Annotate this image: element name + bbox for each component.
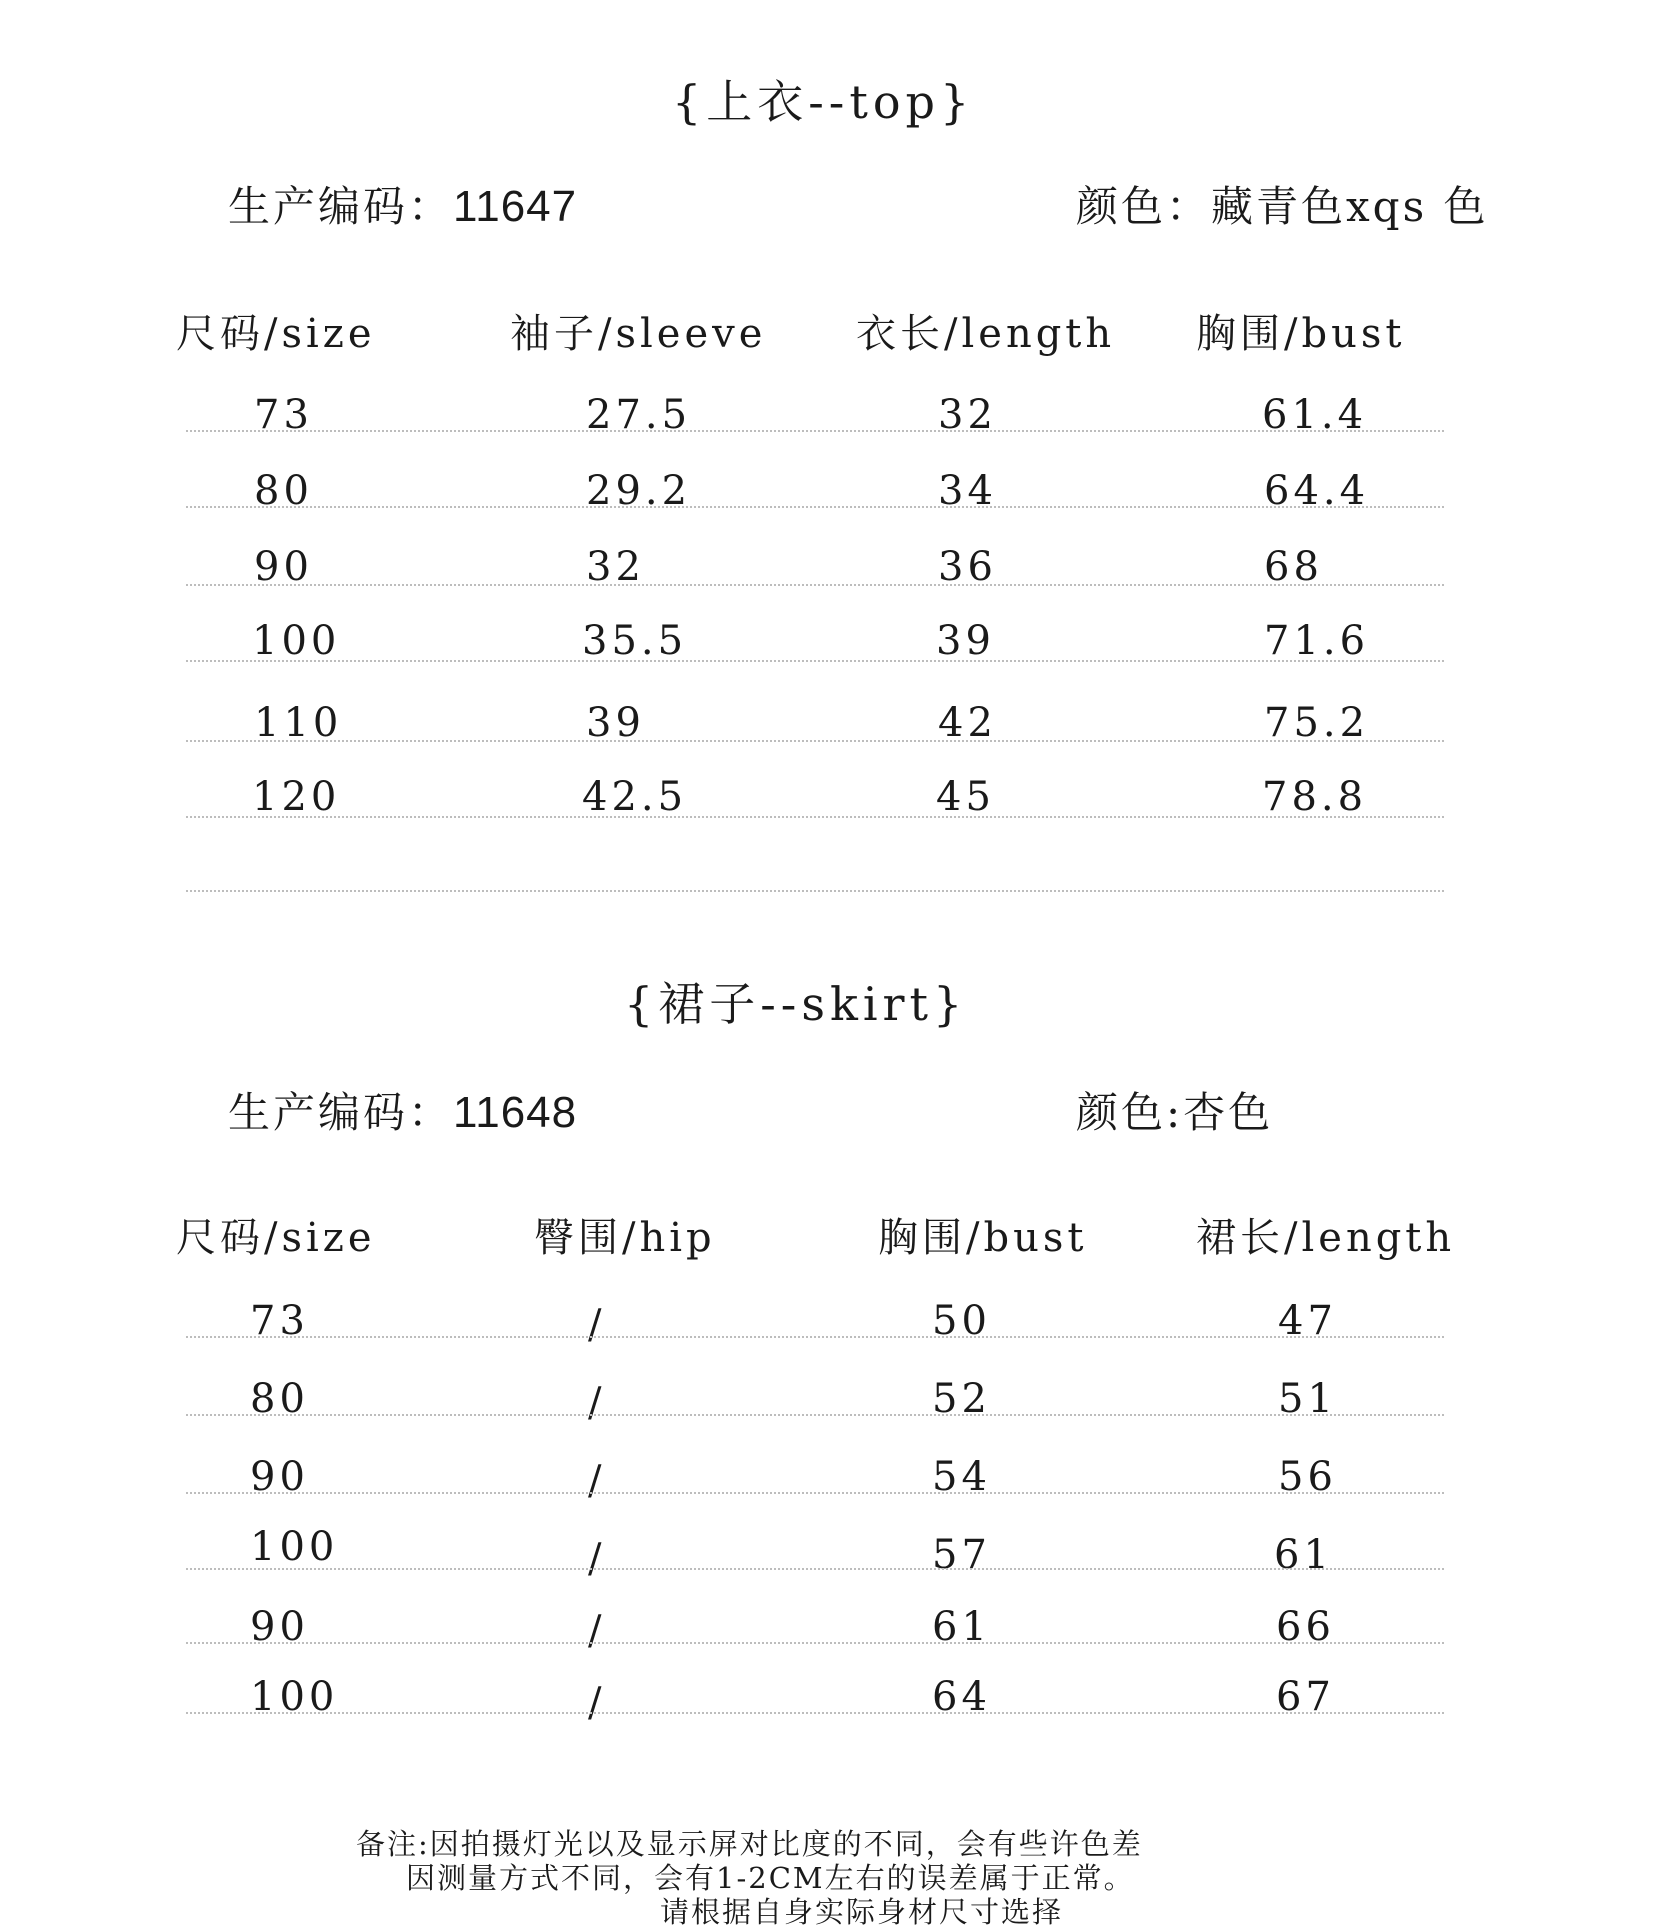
- row-divider: [186, 1492, 1444, 1494]
- table-divider: [186, 890, 1444, 892]
- note-line-1: 备注:因拍摄灯光以及显示屏对比度的不同，会有些许色差: [356, 1827, 1143, 1861]
- top-cell-length: 39: [936, 618, 995, 664]
- top-code-label: 生产编码：: [228, 182, 454, 231]
- top-cell-sleeve: 29.2: [586, 468, 692, 514]
- top-color: 颜色：藏青色xqs 色: [1076, 182, 1489, 231]
- top-cell-size: 73: [254, 392, 313, 438]
- top-cell-sleeve: 27.5: [586, 392, 692, 438]
- skirt-cell-bust: 64: [932, 1674, 991, 1720]
- skirt-cell-length: 56: [1278, 1454, 1337, 1500]
- skirt-cell-length: 51: [1278, 1376, 1337, 1422]
- skirt-cell-hip: /: [588, 1302, 606, 1348]
- top-header-size: 尺码/size: [176, 311, 376, 357]
- top-cell-bust: 75.2: [1264, 700, 1370, 746]
- top-cell-bust: 78.8: [1262, 774, 1368, 820]
- row-divider: [186, 816, 1444, 818]
- skirt-cell-bust: 52: [932, 1376, 991, 1422]
- skirt-cell-length: 61: [1274, 1532, 1333, 1578]
- top-cell-length: 34: [938, 468, 997, 514]
- skirt-cell-hip: /: [588, 1380, 606, 1426]
- skirt-cell-size: 80: [250, 1376, 309, 1422]
- skirt-cell-length: 47: [1278, 1298, 1337, 1344]
- top-cell-sleeve: 35.5: [582, 618, 688, 664]
- skirt-cell-size: 73: [250, 1298, 309, 1344]
- skirt-cell-size: 100: [250, 1674, 339, 1720]
- skirt-cell-size: 90: [250, 1604, 309, 1650]
- top-production-code: [228, 174, 577, 234]
- row-divider: [186, 660, 1444, 662]
- top-cell-length: 45: [936, 774, 995, 820]
- skirt-cell-bust: 54: [932, 1454, 991, 1500]
- skirt-cell-hip: /: [588, 1608, 606, 1654]
- row-divider: [186, 584, 1444, 586]
- row-divider: [186, 740, 1444, 742]
- top-cell-size: 80: [254, 468, 313, 514]
- row-divider: [186, 1712, 1444, 1714]
- skirt-cell-bust: 50: [932, 1298, 991, 1344]
- top-cell-size: 110: [254, 700, 343, 746]
- note-line-3: 请根据自身实际身材尺寸选择: [660, 1895, 1064, 1929]
- note-line-2: 因测量方式不同，会有1-2CM左右的误差属于正常。: [406, 1861, 1135, 1895]
- row-divider: [186, 506, 1444, 508]
- row-divider: [186, 1414, 1444, 1416]
- top-cell-length: 36: [938, 544, 997, 590]
- skirt-color: 颜色:杏色: [1076, 1088, 1274, 1137]
- skirt-header-length: 裙长/length: [1196, 1215, 1456, 1261]
- row-divider: [186, 1336, 1444, 1338]
- row-divider: [186, 1642, 1444, 1644]
- skirt-cell-size: 100: [250, 1524, 339, 1570]
- top-header-sleeve: 袖子/sleeve: [510, 311, 767, 357]
- skirt-cell-size: 90: [250, 1454, 309, 1500]
- top-cell-bust: 61.4: [1262, 392, 1368, 438]
- row-divider: [186, 430, 1444, 432]
- skirt-cell-bust: 61: [932, 1604, 991, 1650]
- skirt-header-hip: 臀围/hip: [534, 1215, 716, 1261]
- skirt-cell-hip: /: [588, 1458, 606, 1504]
- skirt-code-value: 11648: [453, 1088, 578, 1137]
- skirt-cell-length: 66: [1276, 1604, 1335, 1650]
- top-cell-bust: 71.6: [1264, 618, 1370, 664]
- skirt-cell-hip: /: [588, 1680, 606, 1726]
- top-cell-sleeve: 42.5: [582, 774, 688, 820]
- skirt-header-size: 尺码/size: [176, 1215, 376, 1261]
- top-header-bust: 胸围/bust: [1196, 311, 1406, 357]
- top-section-title: {上衣--top}: [672, 75, 975, 129]
- skirt-cell-bust: 57: [932, 1532, 991, 1578]
- skirt-section-title: {裙子--skirt}: [624, 977, 968, 1031]
- top-cell-bust: 68: [1264, 544, 1323, 590]
- top-cell-size: 100: [252, 618, 341, 664]
- top-cell-length: 42: [938, 700, 997, 746]
- top-cell-sleeve: 32: [586, 544, 645, 590]
- top-header-length: 衣长/length: [856, 311, 1116, 357]
- top-cell-bust: 64.4: [1264, 468, 1370, 514]
- skirt-code-label: 生产编码：: [228, 1088, 454, 1137]
- skirt-production-code: [228, 1080, 577, 1140]
- top-cell-sleeve: 39: [586, 700, 645, 746]
- top-cell-size: 90: [254, 544, 313, 590]
- skirt-cell-length: 67: [1276, 1674, 1335, 1720]
- top-code-value: 11647: [453, 182, 578, 231]
- skirt-cell-hip: /: [588, 1536, 606, 1582]
- top-cell-size: 120: [252, 774, 341, 820]
- top-cell-length: 32: [938, 392, 997, 438]
- skirt-header-bust: 胸围/bust: [878, 1215, 1088, 1261]
- row-divider: [186, 1568, 1444, 1570]
